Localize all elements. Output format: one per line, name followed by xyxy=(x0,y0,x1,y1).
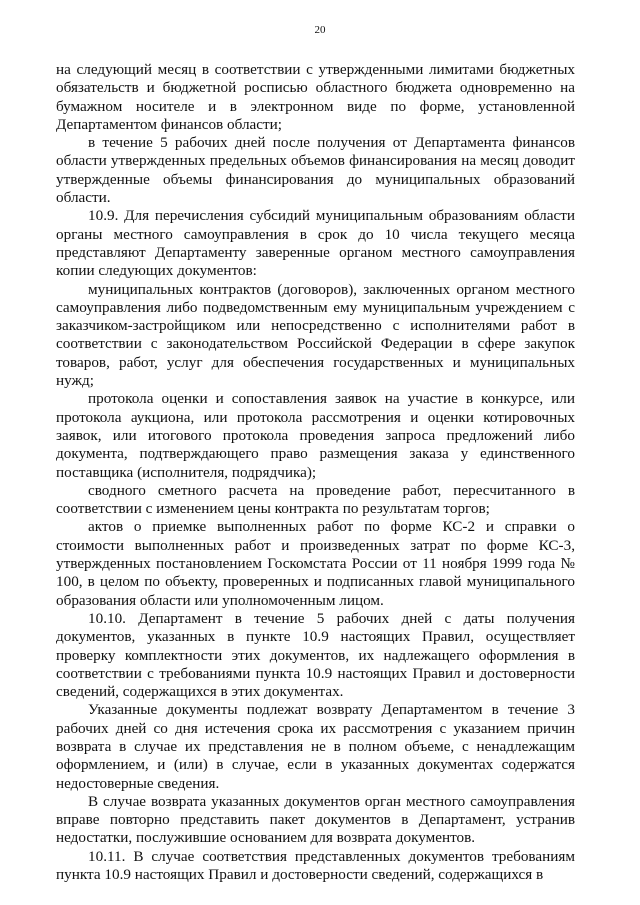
page-number: 20 xyxy=(314,24,326,36)
paragraph-protocols: протокола оценки и сопоставления заявок на участие в конкурсе, или протокола аукциона, или протокола рассмотрения и оценки котировочных заявок, или итогового протокола проведения запроса предложений либо документа, подтверждающего право размещения заказа у единственного поставщика (исполнителя, подрядчика); xyxy=(56,390,575,481)
paragraph-return: Указанные документы подлежат возврату Департаментом в течение 3 рабочих дней со дня истечения срока их рассмотрения с указанием причин возврата в случае их представления не в полном объеме, с ненадлежащим оформлением, и (или) в случае, если в указанных документах содержатся недостоверные сведения. xyxy=(56,701,575,792)
paragraph-continuation: на следующий месяц в соответствии с утвержденными лимитами бюджетных обязательств и бюджетной росписью областного бюджета одновременно на бумажном носителе и в электронном виде по форме, установленной Департаментом финансов области; xyxy=(56,61,575,133)
document-body xyxy=(56,61,575,884)
paragraph-acts: актов о приемке выполненных работ по форме КС-2 и справки о стоимости выполненных работ и произведенных затрат по форме КС-3, утвержденных постановлением Госкомстата России от 11 ноября 1999 года № 100, в целом по объекту, проверенных и подписанных главой муниципального образования области или уполномоченным лицом. xyxy=(56,518,575,609)
paragraph-10-10: 10.10. Департамент в течение 5 рабочих дней с даты получения документов, указанных в пункте 10.9 настоящих Правил, осуществляет проверку комплектности этих документов, их надлежащего оформления в соответствии с требованиями пункта 10.9 настоящих Правил и достоверности сведений, содержащихся в этих документах. xyxy=(56,609,575,701)
paragraph-contracts: муниципальных контрактов (договоров), заключенных органом местного самоуправления либо подведомственным ему муниципальным учреждением с заказчиком-застройщиком или непосредственно с исполнителями работ в соответствии с законодательством Российской Федерации в сфере закупок товаров, работ, услуг для обеспечения государственных и муниципальных нужд; xyxy=(56,280,575,390)
paragraph-resubmit: В случае возврата указанных документов орган местного самоуправления вправе повторно представить пакет документов в Департамент, устранив недостатки, послужившие основанием для возврата документов. xyxy=(56,792,575,847)
paragraph-10-11: 10.11. В случае соответствия представленных документов требованиям пункта 10.9 настоящих Правил и достоверности сведений, содержащихся в xyxy=(56,847,575,884)
paragraph-estimate: сводного сметного расчета на проведение работ, пересчитанного в соответствии с изменением цены контракта по результатам торгов; xyxy=(56,481,575,518)
paragraph-10-9: 10.9. Для перечисления субсидий муниципальным образованиям области органы местного самоуправления в срок до 10 числа текущего месяца представляют Департаменту заверенные органом местного самоуправления копии следующих документов: xyxy=(56,207,575,280)
paragraph-finance-deadline: в течение 5 рабочих дней после получения от Департамента финансов области утвержденных предельных объемов финансирования на месяц доводит утвержденные объемы финансирования до муниципальных образований области. xyxy=(56,134,575,207)
